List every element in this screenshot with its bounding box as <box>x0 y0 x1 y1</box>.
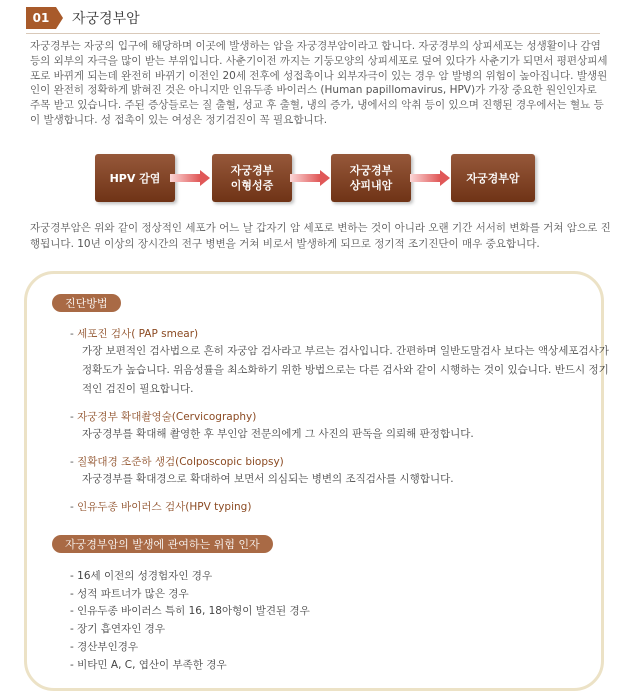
risk-item: - 경산부인경우 <box>70 639 590 657</box>
flow-step-carcinoma-in-situ: 자궁경부 상피내암 <box>331 154 411 202</box>
flow-step-hpv: HPV 감염 <box>95 154 175 202</box>
item-description: 가장 보편적인 검사법으로 흔히 자궁암 검사라고 부르는 검사입니다. 간편하며 일반도말검사 보다는 액상세포검사가 정확도가 높습니다. 위음성률을 최소화하기 위한 방법으로는 다른 검사와 같이 시행하는 것이 있습니다. 반드시 정기적인 검진이 필요합니다. <box>82 345 609 395</box>
list-item <box>70 499 610 515</box>
item-title: - 자궁경부 확대촬영술(Cervicography) <box>70 409 610 425</box>
item-title: - 인유두종 바이러스 검사(HPV typing) <box>70 499 610 515</box>
section-number-badge: 01 <box>26 7 56 29</box>
risk-item: - 비타민 A, C, 엽산이 부족한 경우 <box>70 657 590 675</box>
list-item <box>70 454 610 489</box>
diagnosis-heading: 진단방법 <box>52 294 121 312</box>
risk-item: - 장기 흡연자인 경우 <box>70 621 590 639</box>
risk-factors-heading: 자궁경부암의 발생에 관여하는 위험 인자 <box>52 535 273 553</box>
intro-paragraph: 자궁경부는 자궁의 입구에 해당하며 이곳에 발생하는 암을 자궁경부암이라고 합니다. 자궁경부의 상피세포는 성생활이나 감염 등의 외부의 자극을 많이 받는 부위입니다. 사춘기이전 까지는 기둥모양의 상피세포로 덮여 있다가 사춘기가 되면서 평편상피세포로 바뀌게 되는데 완전히 바뀌기 이전인 20세 전후에 성접촉이나 외부자극이 있는 경우 암 발병의 위험이 높아집니다. 발생원인이 완전히 정확하게 밝혀진 것은 아니지만 인유두종 바이러스 (Human papillomavirus, HPV)가 가장 중요한 원인인자로 주목 받고 있습니다. 주된 증상들로는 질 출혈, 성교 후 출혈, 냉의 증가, 냉에서의 악취 등이 있으며 진행된 경우에서는 혈뇨 등이 발생합니다. 성 접촉이 있는 여성은 정기검진이 꼭 필요합니다. <box>30 40 608 126</box>
risk-item: - 16세 이전의 성경험자인 경우 <box>70 568 590 586</box>
risk-factors-list <box>70 568 590 674</box>
flow-step-dysplasia: 자궁경부 이형성증 <box>212 154 292 202</box>
section-header <box>26 6 140 30</box>
risk-item: - 인유두종 바이러스 특히 16, 18아형이 발견된 경우 <box>70 603 590 621</box>
item-title: - 세포진 검사( PAP smear) <box>70 326 610 342</box>
item-description: 자궁경부를 확대경으로 확대하여 보면서 의심되는 병변의 조직검사를 시행합니다. <box>82 473 454 485</box>
arrow-right-icon <box>170 170 210 186</box>
section-title: 자궁경부암 <box>72 11 140 27</box>
item-description: 자궁경부를 확대해 촬영한 후 부인암 전문의에게 그 사진의 판독을 의뢰해 판정합니다. <box>82 428 474 440</box>
header-divider <box>26 33 600 34</box>
item-title: - 질확대경 조준하 생검(Colposcopic biopsy) <box>70 454 610 470</box>
list-item <box>70 326 610 399</box>
flow-step-cervical-cancer: 자궁경부암 <box>451 154 535 202</box>
arrow-right-icon <box>410 170 450 186</box>
list-item <box>70 409 610 444</box>
arrow-right-icon <box>290 170 330 186</box>
diagnosis-list <box>70 326 610 525</box>
progression-flow <box>0 148 626 218</box>
risk-item: - 성적 파트너가 많은 경우 <box>70 586 590 604</box>
progression-paragraph: 자궁경부암은 위와 같이 정상적인 세포가 어느 날 갑자기 암 세포로 변하는 것이 아니라 오랜 기간 서서히 변화를 거쳐 암으로 진행됩니다. 10년 이상의 장시간의 전구 병변을 거쳐 비로서 발생하게 되므로 정기적 조기진단이 매우 중요합니다. <box>30 222 611 250</box>
